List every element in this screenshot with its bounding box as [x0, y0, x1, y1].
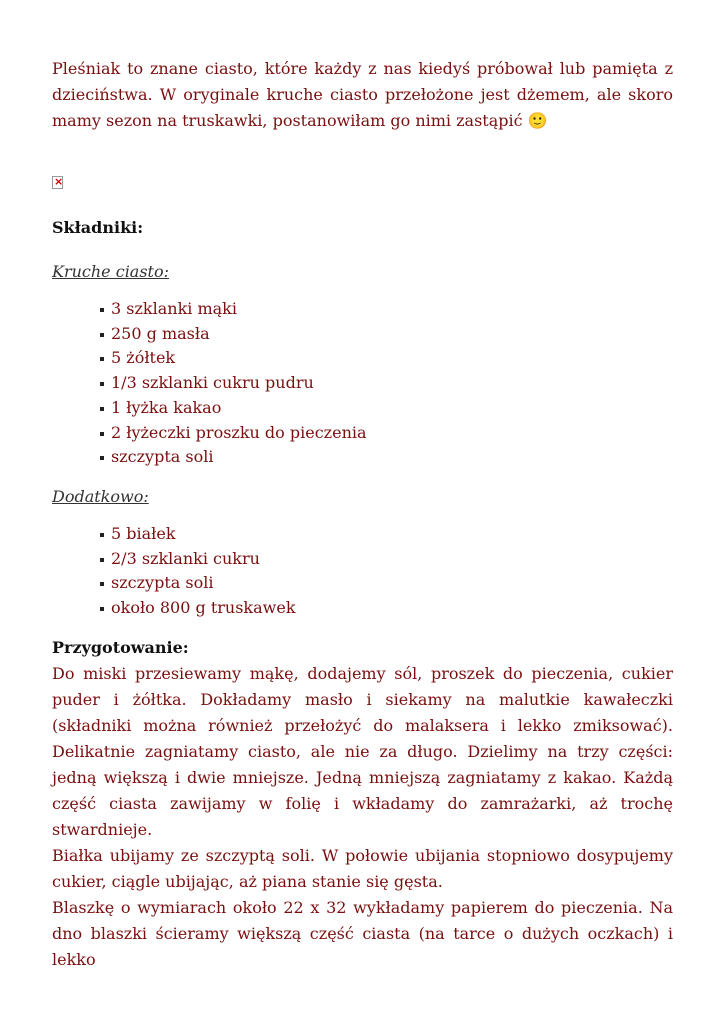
- ingredients-heading: Składniki:: [52, 218, 144, 237]
- list-item: 1 łyżka kakao: [100, 396, 673, 421]
- list-item: 2/3 szklanki cukru: [100, 547, 673, 572]
- list-item: 2 łyżeczki proszku do pieczenia: [100, 421, 673, 446]
- preparation-heading: Przygotowanie:: [52, 637, 189, 657]
- list-item: 5 białek: [100, 522, 673, 547]
- list-item: szczypta soli: [100, 445, 673, 470]
- dough-subheading: Kruche ciasto:: [52, 262, 170, 281]
- list-item: 3 szklanki mąki: [100, 297, 673, 322]
- extras-subheading: Dodatkowo:: [52, 486, 149, 506]
- intro-paragraph: Pleśniak to znane ciasto, które każdy z nas kiedyś próbował lub pamięta z dzieciństwa. W oryginale kruche ciasto przełożone jest dżemem, ale skoro mamy sezon na truskawki, postanowiłam go nimi zastąpić 🙂: [52, 59, 673, 130]
- broken-image-icon: ×: [54, 175, 64, 188]
- list-item: 5 żółtek: [100, 346, 673, 371]
- preparation-paragraph: Blaszkę o wymiarach około 22 x 32 wykładamy papierem do pieczenia. Na dno blaszki ścieramy większą część ciasta (na tarce o dużych oczkach) i lekko: [52, 897, 673, 969]
- extras-ingredients-list: [52, 522, 673, 621]
- list-item: 250 g masła: [100, 322, 673, 347]
- dough-ingredients-list: [52, 297, 673, 470]
- preparation-paragraph: Białka ubijamy ze szczyptą soli. W połowie ubijania stopniowo dosypujemy cukier, ciągle ubijając, aż piana stanie się gęsta.: [52, 845, 673, 891]
- list-item: 1/3 szklanki cukru pudru: [100, 371, 673, 396]
- list-item: około 800 g truskawek: [100, 596, 673, 621]
- list-item: szczypta soli: [100, 571, 673, 596]
- preparation-paragraph: Do miski przesiewamy mąkę, dodajemy sól, proszek do pieczenia, cukier puder i żółtka. Dokładamy masło i siekamy na malutkie kawałeczki (składniki można również przełożyć do malaksera i lekko zmiksować). Delikatnie zagniatamy ciasto, ale nie za długo. Dzielimy na trzy części: jedną większą i dwie mniejsze. Jedną mniejszą zagniatamy z kakao. Każdą część ciasta zawijamy w folię i wkładamy do zamrażarki, aż trochę stwardnieje.: [52, 663, 673, 839]
